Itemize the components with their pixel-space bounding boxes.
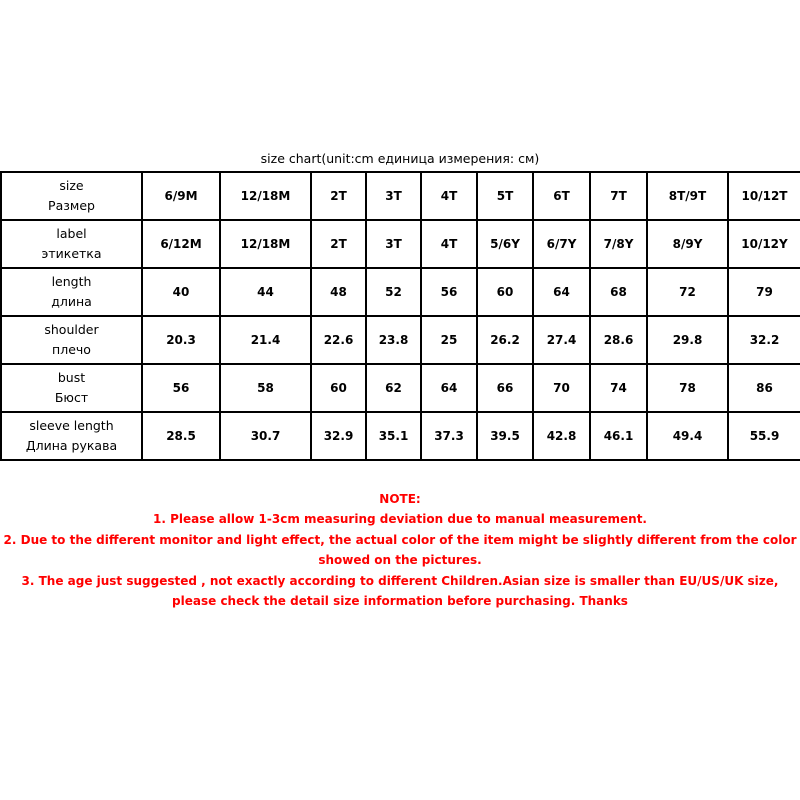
table-cell: 37.3 bbox=[421, 412, 477, 460]
table-cell: 6/12M bbox=[142, 220, 220, 268]
table-cell: 5T bbox=[477, 172, 533, 220]
table-row bbox=[1, 412, 800, 460]
table-cell: 46.1 bbox=[590, 412, 647, 460]
table-cell: 30.7 bbox=[220, 412, 311, 460]
table-cell: 56 bbox=[142, 364, 220, 412]
size-chart-table bbox=[0, 171, 800, 461]
table-cell: 6/9M bbox=[142, 172, 220, 220]
notes-section bbox=[0, 490, 800, 611]
table-cell: 48 bbox=[311, 268, 366, 316]
table-cell: 49.4 bbox=[647, 412, 728, 460]
row-label-ru: плечо bbox=[52, 342, 91, 357]
table-cell: 79 bbox=[728, 268, 800, 316]
table-cell: 78 bbox=[647, 364, 728, 412]
table-cell: 25 bbox=[421, 316, 477, 364]
table-cell: 56 bbox=[421, 268, 477, 316]
table-cell: 66 bbox=[477, 364, 533, 412]
table-cell: 6/7Y bbox=[533, 220, 590, 268]
table-cell: 86 bbox=[728, 364, 800, 412]
row-header bbox=[1, 268, 142, 316]
table-row bbox=[1, 172, 800, 220]
row-header bbox=[1, 316, 142, 364]
table-cell: 27.4 bbox=[533, 316, 590, 364]
table-cell: 52 bbox=[366, 268, 421, 316]
table-cell: 8/9Y bbox=[647, 220, 728, 268]
row-label-en: size bbox=[59, 178, 84, 193]
table-cell: 44 bbox=[220, 268, 311, 316]
row-label-en: bust bbox=[57, 370, 86, 385]
table-cell: 62 bbox=[366, 364, 421, 412]
row-header bbox=[1, 220, 142, 268]
table-cell: 3T bbox=[366, 220, 421, 268]
table-cell: 4T bbox=[421, 220, 477, 268]
table-row bbox=[1, 268, 800, 316]
table-row bbox=[1, 220, 800, 268]
table-cell: 60 bbox=[477, 268, 533, 316]
table-cell: 3T bbox=[366, 172, 421, 220]
table-cell: 55.9 bbox=[728, 412, 800, 460]
table-row bbox=[1, 316, 800, 364]
table-cell: 7T bbox=[590, 172, 647, 220]
table-cell: 28.6 bbox=[590, 316, 647, 364]
table-cell: 26.2 bbox=[477, 316, 533, 364]
row-label-en: shoulder bbox=[44, 322, 99, 337]
table-cell: 23.8 bbox=[366, 316, 421, 364]
row-label-ru: Размер bbox=[48, 198, 95, 213]
note-item-3: 3. The age just suggested , not exactly according to different Children.Asian size is smaller than EU/US/UK size, please check the detail size information before purchasing. Thanks bbox=[21, 574, 779, 608]
table-cell: 12/18M bbox=[220, 220, 311, 268]
table-cell: 22.6 bbox=[311, 316, 366, 364]
table-cell: 10/12Y bbox=[728, 220, 800, 268]
row-header bbox=[1, 364, 142, 412]
table-cell: 39.5 bbox=[477, 412, 533, 460]
table-cell: 21.4 bbox=[220, 316, 311, 364]
table-cell: 72 bbox=[647, 268, 728, 316]
table-cell: 32.2 bbox=[728, 316, 800, 364]
table-cell: 12/18M bbox=[220, 172, 311, 220]
table-cell: 70 bbox=[533, 364, 590, 412]
size-chart-body bbox=[1, 172, 800, 460]
table-cell: 42.8 bbox=[533, 412, 590, 460]
table-cell: 4T bbox=[421, 172, 477, 220]
table-cell: 64 bbox=[533, 268, 590, 316]
chart-title: size chart(unit:cm единица измерения: см) bbox=[260, 151, 540, 166]
table-cell: 60 bbox=[311, 364, 366, 412]
row-label-ru: длина bbox=[51, 294, 92, 309]
row-label-en: sleeve length bbox=[29, 418, 114, 433]
row-header bbox=[1, 412, 142, 460]
table-cell: 10/12T bbox=[728, 172, 800, 220]
table-cell: 29.8 bbox=[647, 316, 728, 364]
table-cell: 20.3 bbox=[142, 316, 220, 364]
note-item-1: 1. Please allow 1-3cm measuring deviation due to manual measurement. bbox=[153, 511, 647, 526]
table-cell: 2T bbox=[311, 220, 366, 268]
note-heading: NOTE: bbox=[379, 492, 421, 506]
row-label-en: length bbox=[51, 274, 92, 289]
table-cell: 2T bbox=[311, 172, 366, 220]
row-label-ru: Бюст bbox=[54, 390, 89, 405]
table-cell: 5/6Y bbox=[477, 220, 533, 268]
row-label-ru: Длина рукава bbox=[25, 438, 118, 453]
table-cell: 32.9 bbox=[311, 412, 366, 460]
table-cell: 6T bbox=[533, 172, 590, 220]
table-cell: 7/8Y bbox=[590, 220, 647, 268]
table-cell: 64 bbox=[421, 364, 477, 412]
table-cell: 28.5 bbox=[142, 412, 220, 460]
note-item-2: 2. Due to the different monitor and light effect, the actual color of the item might be slightly different from the color showed on the pictures. bbox=[3, 533, 797, 567]
row-label-ru: этикетка bbox=[41, 246, 102, 261]
table-cell: 68 bbox=[590, 268, 647, 316]
row-label-en: label bbox=[56, 226, 87, 241]
table-cell: 58 bbox=[220, 364, 311, 412]
row-header bbox=[1, 172, 142, 220]
table-cell: 8T/9T bbox=[647, 172, 728, 220]
table-cell: 35.1 bbox=[366, 412, 421, 460]
table-cell: 40 bbox=[142, 268, 220, 316]
table-cell: 74 bbox=[590, 364, 647, 412]
table-row bbox=[1, 364, 800, 412]
